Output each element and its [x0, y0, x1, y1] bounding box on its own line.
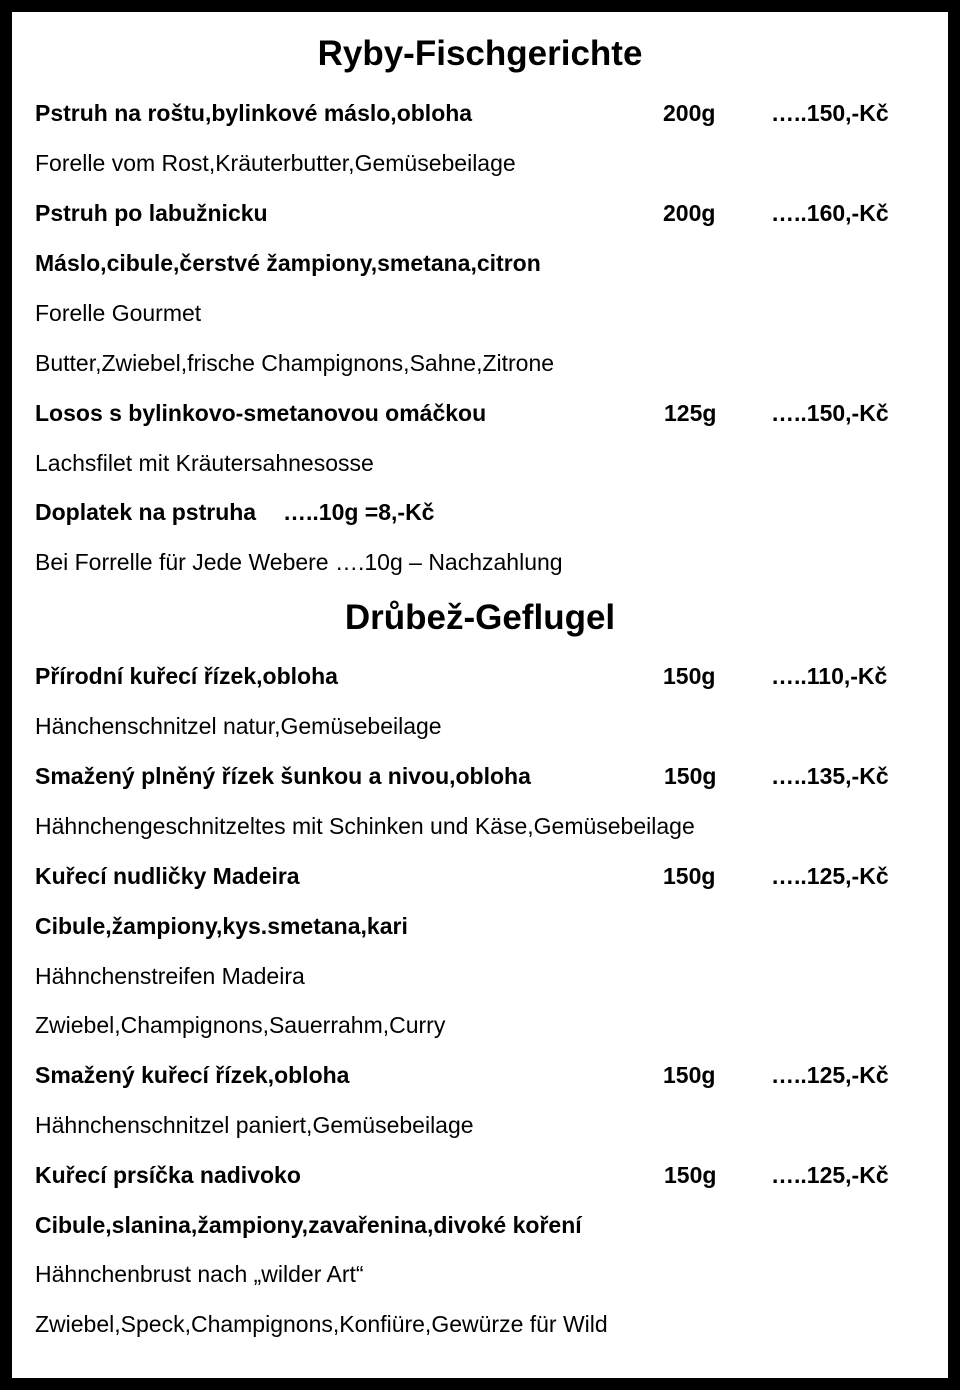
item-name: Cibule,žampiony,kys.smetana,kari: [35, 913, 408, 939]
item-weight: 150g: [663, 863, 716, 889]
section-title-fish: Ryby-Fischgerichte: [317, 34, 643, 73]
item-note: …..10g =8,-Kč: [283, 499, 435, 525]
item-name: Smažený plněný řízek šunkou a nivou,obloha: [35, 763, 531, 789]
section-title-poultry: Drůbež-Geflugel: [344, 598, 616, 637]
item-name: Zwiebel,Speck,Champignons,Konfiüre,Gewürze für Wild: [35, 1311, 608, 1337]
item-price: …..110,-Kč: [771, 663, 888, 689]
item-name: Hähnchenstreifen Madeira: [35, 963, 305, 989]
item-name: Hähnchengeschnitzeltes mit Schinken und Käse,Gemüsebeilage: [35, 813, 695, 839]
item-price: …..150,-Kč: [771, 100, 889, 126]
item-weight: 150g: [664, 763, 717, 789]
item-name: Máslo,cibule,čerstvé žampiony,smetana,citron: [35, 250, 541, 276]
item-name: Hänchenschnitzel natur,Gemüsebeilage: [35, 713, 442, 739]
item-name: Zwiebel,Champignons,Sauerrahm,Curry: [35, 1012, 446, 1038]
item-name: Losos s bylinkovo-smetanovou omáčkou: [35, 400, 487, 426]
item-name: Pstruh na roštu,bylinkové máslo,obloha: [35, 100, 473, 126]
item-weight: 150g: [663, 1062, 716, 1088]
item-name: Lachsfilet mit Kräutersahnesosse: [35, 450, 374, 476]
item-weight: 150g: [664, 1162, 717, 1188]
item-name: Pstruh po labužnicku: [35, 200, 268, 226]
item-name: Kuřecí nudličky Madeira: [35, 863, 300, 889]
item-price: …..160,-Kč: [771, 200, 889, 226]
item-price: …..125,-Kč: [771, 863, 889, 889]
item-price: …..150,-Kč: [771, 400, 889, 426]
item-name: Forelle vom Rost,Kräuterbutter,Gemüsebeilage: [35, 150, 516, 176]
item-name: Forelle Gourmet: [35, 300, 202, 326]
item-weight: 200g: [663, 200, 716, 226]
item-price: …..135,-Kč: [771, 763, 889, 789]
item-weight: 125g: [664, 400, 717, 426]
item-name: Smažený kuřecí řízek,obloha: [35, 1062, 350, 1088]
item-name: Butter,Zwiebel,frische Champignons,Sahne,Zitrone: [35, 350, 555, 376]
item-name: Přírodní kuřecí řízek,obloha: [35, 663, 338, 689]
item-name: Hähnchenschnitzel paniert,Gemüsebeilage: [35, 1112, 474, 1138]
item-price: …..125,-Kč: [771, 1062, 889, 1088]
item-weight: 150g: [663, 663, 716, 689]
item-price: …..125,-Kč: [771, 1162, 889, 1188]
item-name: Kuřecí prsíčka nadivoko: [35, 1162, 301, 1188]
item-name: Cibule,slanina,žampiony,zavařenina,divoké koření: [35, 1212, 582, 1238]
item-name: Bei Forrelle für Jede Webere ….10g – Nachzahlung: [35, 549, 563, 575]
item-name: Doplatek na pstruha: [35, 499, 257, 525]
item-name: Hähnchenbrust nach „wilder Art“: [35, 1261, 364, 1287]
item-weight: 200g: [663, 100, 716, 126]
